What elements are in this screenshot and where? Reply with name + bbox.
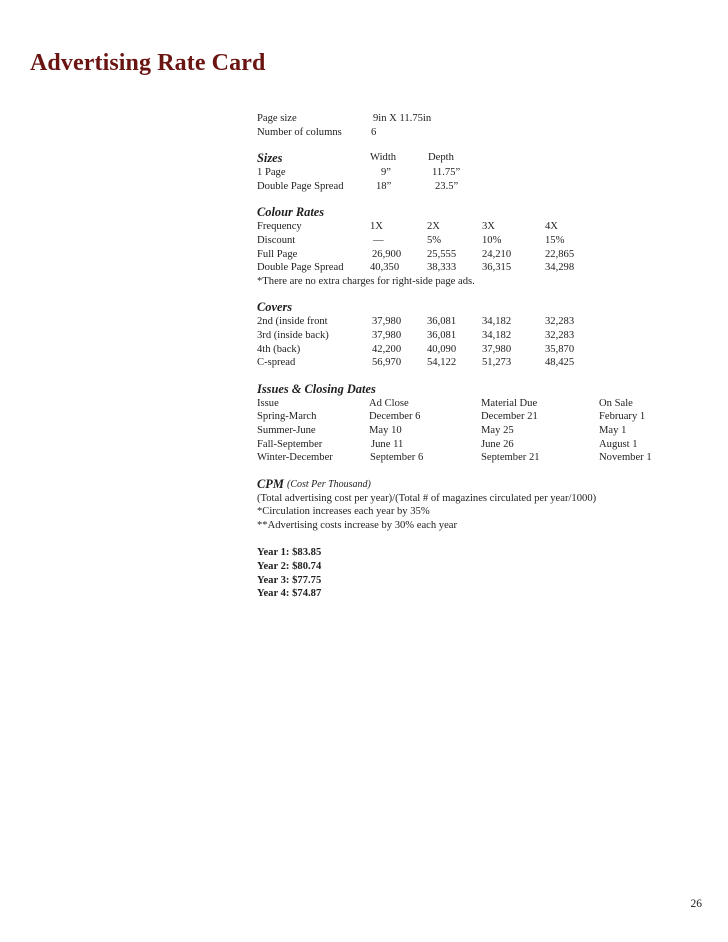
cover-cell: 34,182 xyxy=(482,316,512,328)
issue-ad-close: Ad Close xyxy=(369,397,409,409)
rate-cell: 2X xyxy=(427,221,440,233)
spec-value: 6 xyxy=(371,126,377,138)
issue-name: Fall-September xyxy=(257,438,323,450)
rate-cell: 22,865 xyxy=(545,248,575,260)
colour-rates-row xyxy=(257,248,697,262)
cover-cell: 35,870 xyxy=(545,343,575,355)
specs-section xyxy=(257,112,697,139)
cover-label: 3rd (inside back) xyxy=(257,329,329,341)
cover-cell: 36,081 xyxy=(427,329,457,341)
size-depth: 23.5” xyxy=(435,180,459,192)
cpm-years xyxy=(257,546,697,600)
cpm-year: Year 4: $74.87 xyxy=(257,588,322,600)
sizes-section xyxy=(257,150,697,193)
cover-cell: 37,980 xyxy=(482,343,512,355)
colour-rates-note-row xyxy=(257,275,697,289)
cover-cell: 37,980 xyxy=(372,329,402,341)
covers-row xyxy=(257,315,697,329)
cpm-note: **Advertising costs increase by 30% each year xyxy=(257,519,458,531)
issue-ad-close: June 11 xyxy=(371,438,404,450)
issue-name: Winter-December xyxy=(257,452,333,464)
size-label: 1 Page xyxy=(257,167,286,179)
issue-name: Summer-June xyxy=(257,424,316,436)
issue-name: Spring-March xyxy=(257,411,317,423)
cover-cell: 56,970 xyxy=(372,357,402,369)
size-depth: 11.75” xyxy=(432,167,461,179)
cpm-line xyxy=(257,519,697,533)
issues-section xyxy=(257,381,697,465)
issue-ad-close: September 6 xyxy=(370,452,424,464)
colour-rates-row xyxy=(257,234,697,248)
cover-cell: 34,182 xyxy=(482,329,512,341)
issue-on-sale: August 1 xyxy=(599,438,638,450)
sizes-col-depth: Depth xyxy=(428,152,454,164)
rate-label: Discount xyxy=(257,234,296,246)
spec-row-columns xyxy=(257,126,697,140)
rate-cell: 1X xyxy=(370,221,383,233)
rate-cell: 36,315 xyxy=(482,262,512,274)
issue-material-due: December 21 xyxy=(481,411,538,423)
page-title: Advertising Rate Card xyxy=(30,50,266,76)
cover-cell: 37,980 xyxy=(372,316,402,328)
sizes-col-width: Width xyxy=(370,152,397,164)
rate-cell: — xyxy=(373,234,384,246)
size-width: 18” xyxy=(376,180,392,192)
page-number: 26 xyxy=(690,898,702,910)
rate-cell: 34,298 xyxy=(545,262,575,274)
covers-row xyxy=(257,343,697,357)
colour-rates-note: *There are no extra charges for right-side page ads. xyxy=(257,275,475,287)
cpm-year: Year 1: $83.85 xyxy=(257,547,322,559)
size-width: 9” xyxy=(381,167,391,179)
rate-cell: 3X xyxy=(482,221,495,233)
cpm-year-row xyxy=(257,560,697,574)
rate-label: Full Page xyxy=(257,248,298,260)
cpm-line xyxy=(257,492,697,506)
cover-cell: 36,081 xyxy=(427,316,457,328)
covers-heading-text: Covers xyxy=(257,300,293,315)
cover-cell: 32,283 xyxy=(545,329,575,341)
rate-cell: 5% xyxy=(427,234,442,246)
issue-on-sale: February 1 xyxy=(599,411,646,423)
cpm-section xyxy=(257,476,697,533)
colour-rates-row xyxy=(257,220,697,234)
cpm-line xyxy=(257,505,697,519)
cpm-year: Year 3: $77.75 xyxy=(257,574,322,586)
issues-heading xyxy=(257,381,697,397)
issue-on-sale: May 1 xyxy=(599,424,627,436)
cpm-formula: (Total advertising cost per year)/(Total # of magazines circulated per year/1000) xyxy=(257,492,597,504)
issues-row xyxy=(257,438,697,452)
spec-value: 9in X 11.75in xyxy=(373,113,432,124)
spec-label: Page size xyxy=(257,113,297,124)
cpm-year-row xyxy=(257,574,697,588)
rate-label: Double Page Spread xyxy=(257,262,344,274)
cover-cell: 42,200 xyxy=(372,343,402,355)
colour-rates-section xyxy=(257,204,697,288)
rate-cell: 4X xyxy=(545,221,558,233)
cover-label: 4th (back) xyxy=(257,343,301,355)
issues-row xyxy=(257,451,697,465)
sizes-row xyxy=(257,166,697,180)
issue-material-due: Material Due xyxy=(481,397,538,409)
cpm-note: *Circulation increases each year by 35% xyxy=(257,506,430,518)
rate-label: Frequency xyxy=(257,221,302,233)
issue-material-due: May 25 xyxy=(481,424,514,436)
covers-row xyxy=(257,356,697,370)
cpm-year-row xyxy=(257,587,697,601)
cover-cell: 40,090 xyxy=(427,343,457,355)
colour-rates-row xyxy=(257,261,697,275)
rate-cell: 10% xyxy=(482,234,502,246)
issues-row xyxy=(257,397,697,411)
size-label: Double Page Spread xyxy=(257,180,344,192)
rate-card-content xyxy=(257,112,697,601)
spec-label: Number of columns xyxy=(257,126,342,138)
issue-material-due: June 26 xyxy=(481,438,514,450)
issue-ad-close: December 6 xyxy=(369,411,421,423)
rate-cell: 26,900 xyxy=(372,248,402,260)
issue-ad-close: May 10 xyxy=(369,424,402,436)
sizes-heading: Sizes xyxy=(257,151,283,166)
sizes-row xyxy=(257,180,697,194)
cpm-subheading: (Cost Per Thousand) xyxy=(287,478,371,490)
sizes-header-row xyxy=(257,150,697,166)
rate-cell: 38,333 xyxy=(427,262,457,274)
cover-cell: 48,425 xyxy=(545,357,575,369)
cover-cell: 54,122 xyxy=(427,357,457,369)
issue-material-due: September 21 xyxy=(481,452,540,464)
covers-row xyxy=(257,329,697,343)
issues-row xyxy=(257,410,697,424)
spec-row-page-size xyxy=(257,112,697,126)
cover-cell: 51,273 xyxy=(482,357,512,369)
issue-name: Issue xyxy=(257,397,279,409)
issues-heading-text: Issues & Closing Dates xyxy=(257,381,376,396)
cover-label: C-spread xyxy=(257,357,296,369)
rate-cell: 15% xyxy=(545,234,565,246)
cpm-year-row xyxy=(257,546,697,560)
covers-heading xyxy=(257,299,697,315)
cpm-heading: CPM xyxy=(257,476,284,491)
colour-rates-heading xyxy=(257,204,697,220)
cover-cell: 32,283 xyxy=(545,316,575,328)
cover-label: 2nd (inside front xyxy=(257,316,328,328)
cpm-year: Year 2: $80.74 xyxy=(257,561,322,573)
cpm-header-row xyxy=(257,476,697,492)
rate-cell: 24,210 xyxy=(482,248,512,260)
rate-cell: 25,555 xyxy=(427,248,457,260)
covers-section xyxy=(257,299,697,369)
colour-rates-heading-text: Colour Rates xyxy=(257,205,325,220)
rate-cell: 40,350 xyxy=(370,262,400,274)
issues-row xyxy=(257,424,697,438)
issue-on-sale: On Sale xyxy=(599,397,633,409)
issue-on-sale: November 1 xyxy=(599,452,652,464)
